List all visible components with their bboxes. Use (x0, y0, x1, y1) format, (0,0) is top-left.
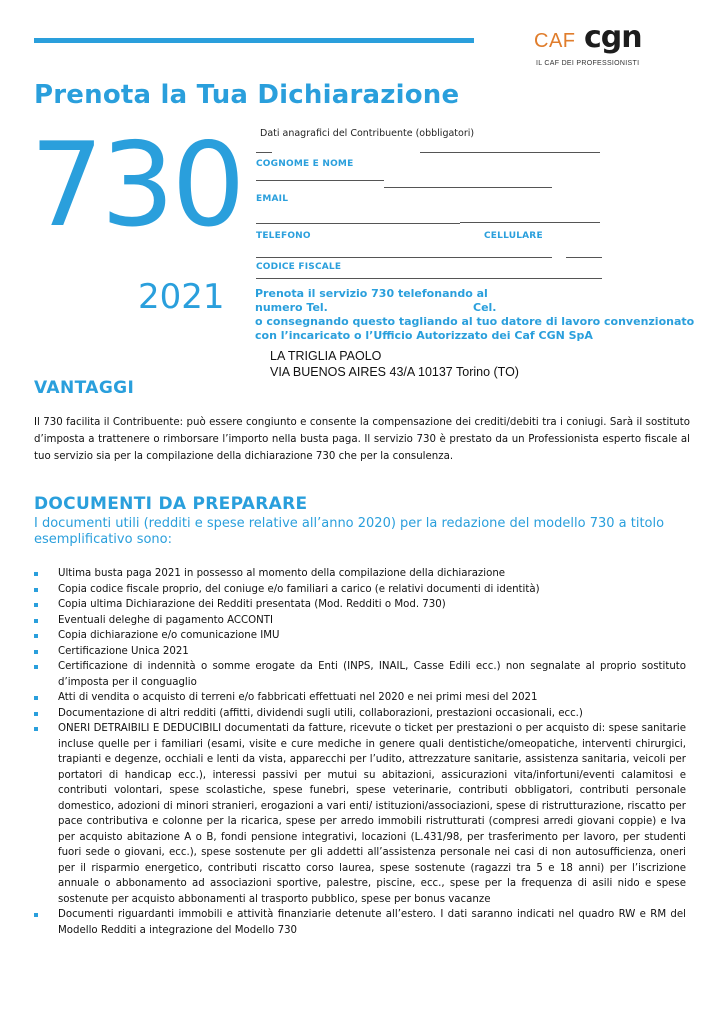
codice-fiscale-field[interactable] (256, 278, 602, 279)
list-item (34, 907, 686, 938)
section-title-documenti: DOCUMENTI DA PREPARARE (34, 494, 308, 514)
logo-subtitle: IL CAF DEI PROFESSIONISTI (536, 60, 640, 67)
header-accent-bar (34, 38, 474, 43)
email-field-rest[interactable] (460, 222, 600, 223)
list-item-text: Eventuali deleghe di pagamento ACCONTI (58, 614, 273, 626)
office-street: VIA BUENOS AIRES 43/A 10137 Torino (TO) (270, 365, 519, 379)
booking-line-2: numero Tel. (255, 301, 328, 314)
form-heading: Dati anagrafici del Contribuente (obbligatori) (260, 128, 475, 139)
booking-line-4: con l’incaricato o l’Ufficio Autorizzato dei Caf CGN SpA (255, 329, 593, 342)
bullet-icon (34, 650, 38, 654)
list-item-text: Ultima busta paga 2021 in possesso al momento della compilazione della dichiarazione (58, 568, 506, 579)
vantaggi-paragraph: Il 730 facilita il Contribuente: può essere congiunto e consente la compensazione dei crediti/debiti tra i coniugi. Sarà il sostituto d’imposta a trattenere o rimborsare l’importo nella busta paga. Il servizio 730 è prestato da un Professionista esperto fiscale al tuo servizio sia per la compilazione della dichiarazione 730 che per la consulenza. (34, 417, 690, 462)
bullet-icon (34, 727, 38, 731)
list-item-text: Copia codice fiscale proprio, del coniuge e/o familiari a carico (e relativi documenti di identità) (58, 583, 540, 595)
form-line-top (420, 152, 600, 153)
email-field[interactable] (256, 223, 460, 224)
list-item (34, 613, 686, 629)
list-item (34, 582, 686, 598)
list-item (34, 706, 686, 722)
list-item (34, 690, 686, 706)
bullet-icon (34, 572, 38, 576)
cellulare-field[interactable] (566, 257, 602, 258)
page-title: Prenota la Tua Dichiarazione (34, 80, 460, 110)
label-cognome-nome: COGNOME E NOME (256, 159, 354, 169)
bullet-icon (34, 619, 38, 623)
office-name: LA TRIGLIA PAOLO (270, 349, 382, 363)
booking-instructions (255, 287, 694, 343)
list-item (34, 721, 686, 907)
telefono-field[interactable] (256, 257, 552, 258)
cognome-nome-field-rest[interactable] (384, 187, 552, 188)
form-line-top-short (256, 152, 272, 153)
bullet-icon (34, 603, 38, 607)
list-item-text: Certificazione Unica 2021 (58, 645, 189, 657)
list-item-text: Documenti riguardanti immobili e attività finanziarie detenute all’estero. I dati saranno indicati nel quadro RW e RM del Modello Redditi a integrazione del Modello 730 (58, 909, 686, 936)
list-item-text: Atti di vendita o acquisto di terreni e/o fabbricati effettuati nel 2020 e nei primi mesi del 2021 (58, 692, 538, 703)
booking-line-1: Prenota il servizio 730 telefonando al (255, 287, 488, 300)
list-item-text: Copia dichiarazione e/o comunicazione IMU (58, 630, 280, 641)
bullet-icon (34, 913, 38, 917)
model-year: 2021 (138, 277, 225, 317)
label-email: EMAIL (256, 194, 289, 204)
label-cellulare: CELLULARE (484, 231, 543, 241)
documenti-subtitle: I documenti utili (redditi e spese relative all’anno 2020) per la redazione del modello 730 a titolo esemplificativo sono: (34, 516, 665, 547)
list-item (34, 628, 686, 644)
booking-cel-label: Cel. (473, 301, 497, 314)
list-item-text: ONERI DETRAIBILI E DEDUCIBILI documentati da fatture, ricevute o ticket per prestazioni o per acquisto di: spese sanitarie incluse quelle per i familiari (esami, visite e cure mediche in genere quali dentistiche/omeopatiche, interventi chirurgici, trapianti e degenze, occhiali e lenti da vista, apparecchi per l’udito, attrezzature sanitarie, assistenza sanitaria, veicoli per portatori di handicap ecc.), interessi passivi per mutui su abitazioni, assicurazioni vita/infortuni/eventi calamitosi e contributi volontari, spese scolastiche, spese funebri, spese veterinarie, contributi obbligatori, contributi personale domestico, adozioni di minori stranieri, erogazioni a vari enti/ istituzioni/associazioni, spese di ristrutturazione, riscatto per pace contributiva e colonne per la ricarica, spese per arredo immobili ristrutturati (compresi arredi giovani coppie) e Iva per acquisto abitazione A o B, fondi pensione integrativi, locazioni (L.431/98, per trasferimento per lavoro, per studenti fuori sede o giovani, ecc.), spese sostenute per gli addetti all’assistenza personale nei casi di non autosufficienza, oneri per il risparmio energetico, contributi riscatto corso laurea, spese sostenute (ragazzi tra 5 e 18 anni) per l’iscrizione annuale o abbonamento ad associazioni sportive, palestre, piscine, ecc., spese per la frequenza di asili nido e spese sostenute per acquisto abbonamenti al trasporto pubblico, spese per bonus vacanze (58, 723, 686, 905)
list-item (34, 644, 686, 660)
list-item (34, 659, 686, 690)
list-item (34, 597, 686, 613)
list-item-text: Copia ultima Dichiarazione dei Redditi presentata (Mod. Redditi o Mod. 730) (58, 599, 446, 610)
bullet-icon (34, 588, 38, 592)
cognome-nome-field[interactable] (256, 180, 384, 181)
model-number: 730 (30, 118, 243, 253)
bullet-icon (34, 634, 38, 638)
caf-cgn-logo (534, 20, 674, 70)
label-telefono: TELEFONO (256, 231, 311, 241)
section-title-vantaggi: VANTAGGI (34, 378, 135, 398)
booking-line-3: o consegnando questo tagliando al tuo datore di lavoro convenzionato (255, 315, 695, 328)
list-item (34, 566, 686, 582)
bullet-icon (34, 696, 38, 700)
bullet-icon (34, 665, 38, 669)
documents-list (34, 566, 686, 938)
list-item-text: Documentazione di altri redditi (affitti, dividendi sugli utili, collaborazioni, prestazioni occasionali, ecc.) (58, 707, 583, 719)
logo-caf-text: CAF (534, 30, 576, 52)
label-codice-fiscale: CODICE FISCALE (256, 262, 342, 272)
bullet-icon (34, 712, 38, 716)
office-address (270, 348, 519, 380)
list-item-text: Certificazione di indennità o somme erogate da Enti (INPS, INAIL, Casse Edili ecc.) non segnalate al proprio sostituto d’imposta per il conguaglio (58, 661, 686, 688)
logo-cgn-text: cgn (584, 20, 642, 55)
